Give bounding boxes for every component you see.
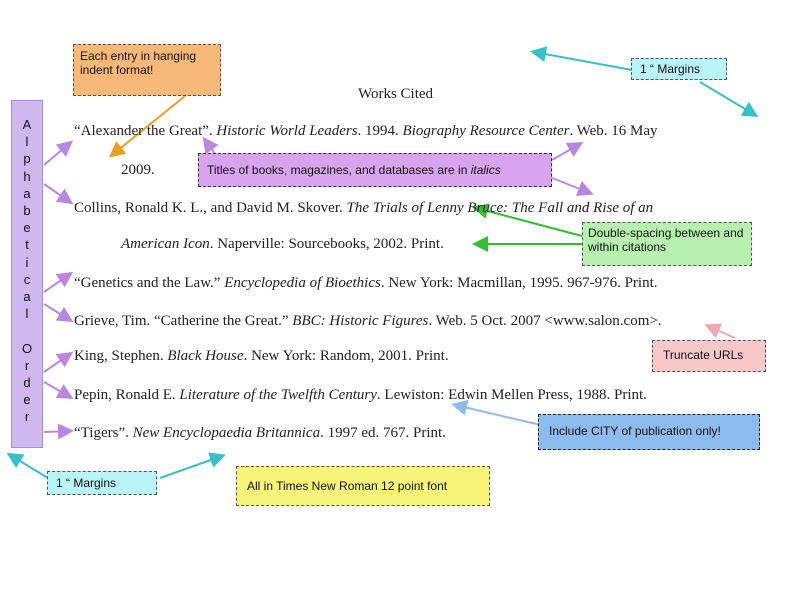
vertical-letter: h	[23, 168, 31, 184]
vertical-letter: A	[22, 117, 32, 132]
vertical-letter: d	[23, 375, 31, 390]
citation-italic-title: Black House	[167, 348, 244, 364]
citation-italic-title: American Icon	[121, 236, 210, 252]
vertical-letter: p	[23, 151, 31, 167]
vertical-letter: e	[23, 392, 31, 408]
vertical-letter: i	[25, 254, 29, 270]
citation-line	[74, 346, 449, 366]
citation-text: “Genetics and the Law.”	[74, 275, 225, 291]
citation-text: . 1994.	[357, 123, 403, 139]
citation-text: . 1997 ed. 767. Print.	[320, 425, 446, 441]
citation-text: “Alexander the Great”.	[74, 123, 217, 139]
citation-italic-title: The Trials of Lenny Bruce: The Fall and Rise of an	[346, 200, 654, 216]
citation-italic-title: BBC: Historic Figures	[292, 313, 429, 329]
italics-arrow-right-down	[552, 178, 590, 193]
vertical-letter: l	[25, 134, 29, 150]
margin-arrow-top-left	[534, 52, 632, 70]
citation-text: . Lewiston: Edwin Mellen Press, 1988. Print.	[376, 387, 647, 403]
vertical-letter: r	[24, 409, 30, 425]
truncate-arrow	[708, 326, 735, 338]
citation-italic-title: Historic World Leaders	[216, 123, 358, 139]
citation-italic-title: Biography Resource Center	[402, 123, 570, 139]
vertical-letter: b	[23, 203, 31, 218]
citation-line	[74, 311, 662, 331]
citation-text: . Web. 5 Oct. 2007 <www.salon.com>.	[428, 313, 662, 329]
citation-text: Pepin, Ronald E.	[74, 387, 180, 403]
hanging-indent-note: Each entry in hanging indent format!	[73, 44, 221, 96]
citation-line	[121, 160, 155, 180]
alpha-arrow-2	[44, 184, 70, 202]
italics-word: italics	[470, 163, 501, 177]
vertical-letter: O	[21, 340, 33, 356]
vertical-letter: l	[25, 306, 29, 322]
citation-italic-title: New Encyclopaedia Britannica	[132, 425, 321, 441]
citation-line	[121, 234, 444, 254]
double-spacing-note: Double-spacing between and within citations	[582, 222, 752, 266]
citation-line	[74, 385, 647, 405]
citation-italic-title: Literature of the Twelfth Century	[179, 387, 377, 403]
citation-text: Collins, Ronald K. L., and David M. Skover.	[74, 200, 347, 216]
citation-line	[74, 423, 446, 443]
citation-italic-title: Encyclopedia of Bioethics	[224, 275, 381, 291]
truncate-urls-note: Truncate URLs	[652, 340, 766, 372]
vertical-letter: r	[24, 357, 30, 373]
citation-text: . Naperville: Sourcebooks, 2002. Print.	[209, 236, 444, 252]
margin-arrow-top-right	[700, 82, 755, 115]
city-note: Include CITY of publication only!	[538, 414, 760, 450]
citation-line	[74, 198, 653, 218]
margin-arrow-bottom-right	[160, 456, 222, 478]
vertical-letter: c	[23, 271, 31, 287]
citation-text: . New York: Random, 2001. Print.	[243, 348, 449, 364]
citation-text: Grieve, Tim. “Catherine the Great.”	[74, 313, 293, 329]
citation-text: 2009.	[121, 162, 155, 178]
alpha-arrow-1	[44, 143, 70, 165]
citation-text: King, Stephen.	[74, 348, 168, 364]
vertical-letter: t	[25, 237, 29, 253]
vertical-letter: e	[23, 220, 31, 236]
vertical-letter: a	[23, 289, 31, 304]
font-note: All in Times New Roman 12 point font	[236, 466, 490, 506]
margins-note-bottom: 1 “ Margins	[47, 471, 157, 495]
citation-text: . New York: Macmillan, 1995. 967-976. Print.	[380, 275, 658, 291]
works-cited-title: Works Cited	[358, 86, 434, 102]
citation-line	[74, 273, 658, 293]
italics-note: Titles of books, magazines, and databases are in italics	[198, 153, 552, 187]
alpha-arrow-6	[44, 382, 70, 397]
margins-note-top: 1 “ Margins	[631, 58, 727, 80]
city-arrow	[455, 405, 545, 426]
italics-arrow-right-up	[552, 144, 580, 160]
citation-text: “Tigers”.	[74, 425, 133, 441]
alphabetical-order-label	[11, 100, 43, 448]
alpha-arrow-7	[44, 431, 70, 432]
alpha-arrow-4	[44, 304, 70, 320]
citation-text: . Web. 16 May	[569, 123, 658, 139]
citation-line	[74, 121, 658, 141]
alpha-arrow-3	[44, 274, 70, 292]
vertical-letter: a	[23, 185, 31, 201]
alpha-arrow-5	[44, 354, 70, 372]
margin-arrow-bottom-left	[10, 455, 48, 478]
